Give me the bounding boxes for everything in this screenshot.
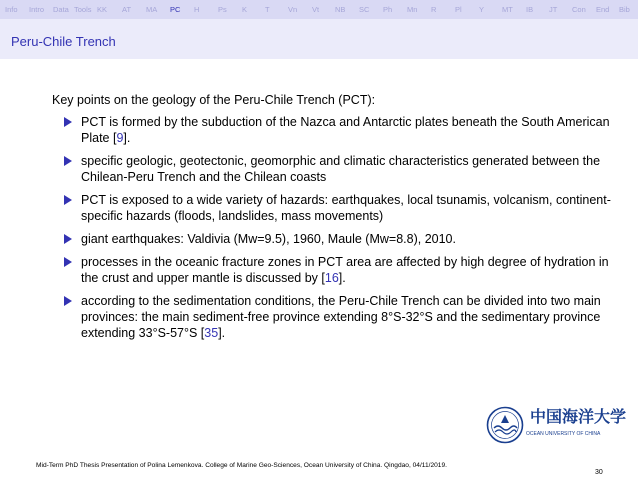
nav-item-h[interactable]: H <box>194 5 200 14</box>
university-name-english: OCEAN UNIVERSITY OF CHINA <box>526 431 601 437</box>
nav-item-sc[interactable]: SC <box>359 5 370 14</box>
nav-item-pl[interactable]: Pl <box>455 5 462 14</box>
nav-item-jt[interactable]: JT <box>549 5 558 14</box>
nav-item-con[interactable]: Con <box>572 5 586 14</box>
nav-item-r[interactable]: R <box>431 5 437 14</box>
section-navigation-bar <box>0 0 638 19</box>
triangle-bullet-icon <box>64 257 72 267</box>
triangle-bullet-icon <box>64 156 72 166</box>
slide-title: Peru-Chile Trench <box>11 34 116 49</box>
list-item <box>52 192 612 224</box>
nav-item-mt[interactable]: MT <box>502 5 513 14</box>
item-text: giant earthquakes: Valdivia (Mw=9.5), 1960, Maule (Mw=8.8), 2010. <box>81 232 456 246</box>
nav-item-t[interactable]: T <box>265 5 270 14</box>
item-text: PCT is exposed to a wide variety of hazards: earthquakes, local tsunamis, volcanism, continent-specific hazards (floods, landslides, mass movements) <box>81 193 611 223</box>
page-number: 30 <box>595 469 603 476</box>
citation-link[interactable]: 16 <box>324 271 339 285</box>
nav-item-at[interactable]: AT <box>122 5 132 14</box>
list-item <box>52 153 612 185</box>
item-text-end: ]. <box>218 326 226 340</box>
nav-item-ps[interactable]: Ps <box>218 5 227 14</box>
triangle-bullet-icon <box>64 296 72 306</box>
nav-item-intro[interactable]: Intro <box>29 5 45 14</box>
intro-text: Key points on the geology of the Peru-Chile Trench (PCT): <box>52 93 376 107</box>
nav-item-ma[interactable]: MA <box>146 5 158 14</box>
nav-item-ib[interactable]: IB <box>526 5 534 14</box>
nav-item-data[interactable]: Data <box>53 5 69 14</box>
list-item <box>52 254 612 286</box>
nav-item-vt[interactable]: Vt <box>312 5 320 14</box>
nav-item-y[interactable]: Y <box>479 5 485 14</box>
university-emblem-icon <box>486 406 524 444</box>
nav-item-end[interactable]: End <box>596 5 610 14</box>
university-logo <box>486 406 627 444</box>
item-text: specific geologic, geotectonic, geomorphic and climatic characteristics generated between the Chilean-Peru Trench and the Chilean coasts <box>81 154 601 184</box>
nav-item-mn[interactable]: Mn <box>407 5 418 14</box>
nav-item-bib[interactable]: Bib <box>619 5 630 14</box>
nav-item-nb[interactable]: NB <box>335 5 346 14</box>
triangle-bullet-icon <box>64 117 72 127</box>
item-text-end: ]. <box>123 131 131 145</box>
item-text: PCT is formed by the subduction of the Nazca and Antarctic plates beneath the South American Plate [ <box>81 115 610 145</box>
nav-item-tools[interactable]: Tools <box>74 5 92 14</box>
nav-item-ph[interactable]: Ph <box>383 5 393 14</box>
triangle-bullet-icon <box>64 234 72 244</box>
nav-item-info[interactable]: Info <box>5 5 18 14</box>
citation-link[interactable]: 35 <box>204 326 219 340</box>
item-text: according to the sedimentation conditions, the Peru-Chile Trench can be divided into two main provinces: the main sediment-free province extending 8°S-32°S and the sedimentary province extending 33°S-57°S [ <box>81 294 601 340</box>
list-item <box>52 293 612 341</box>
list-item <box>52 114 612 146</box>
nav-item-pc[interactable]: PC <box>170 5 181 14</box>
bullet-list <box>52 114 612 348</box>
citation-link[interactable]: 9 <box>116 131 124 145</box>
nav-item-k[interactable]: K <box>242 5 248 14</box>
item-text: processes in the oceanic fracture zones in PCT area are affected by high degree of hydration in the crust and upper mantle is discussed by [ <box>81 255 609 285</box>
university-name-chinese: 中国海洋大学 <box>530 407 627 426</box>
triangle-bullet-icon <box>64 195 72 205</box>
nav-item-kk[interactable]: KK <box>97 5 108 14</box>
nav-item-vn[interactable]: Vn <box>288 5 298 14</box>
item-text-end: ]. <box>338 271 346 285</box>
frame-title-bar <box>0 19 638 59</box>
list-item <box>52 231 612 247</box>
footer-text: Mid-Term PhD Thesis Presentation of Polina Lemenkova. College of Marine Geo-Sciences, Ocean University of China. Qingdao, 04/11/2019. <box>36 462 447 469</box>
